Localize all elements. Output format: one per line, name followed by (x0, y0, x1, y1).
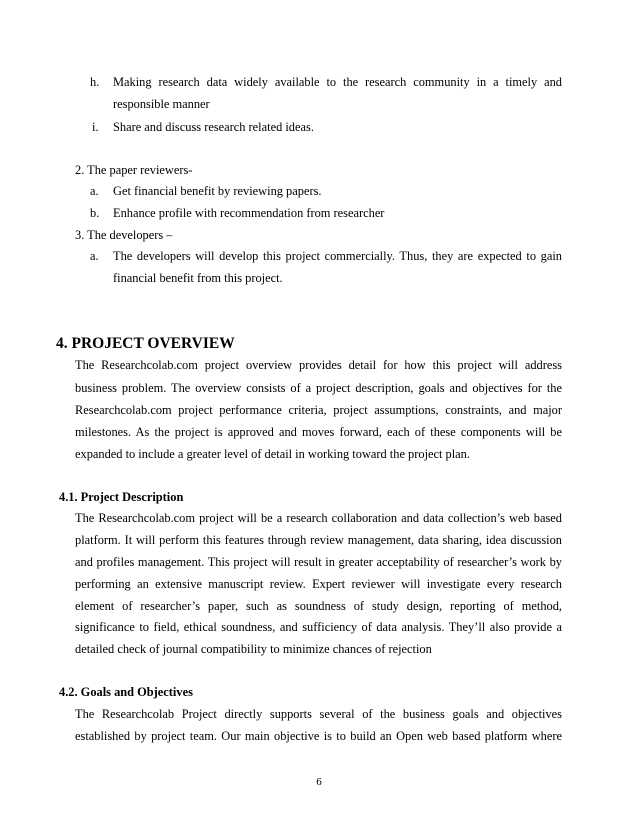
paragraph-line: milestones. As the project is approved and moves forward, each of these components will be (75, 425, 562, 439)
list-marker: a. (90, 184, 99, 198)
list-group-title: 2. The paper reviewers- (75, 163, 193, 177)
paragraph-line: established by project team. Our main objective is to build an Open web based platform where (75, 729, 562, 743)
paragraph-line: significance to field, ethical soundness, and sufficiency of data analysis. They’ll also provide a (75, 620, 562, 634)
paragraph-line: business problem. The overview consists of a project description, goals and objectives for the (75, 381, 562, 395)
list-marker: a. (90, 249, 99, 263)
list-item-text: Enhance profile with recommendation from researcher (113, 206, 385, 220)
list-group-title: 3. The developers – (75, 228, 173, 242)
paragraph-line: The Researchcolab.com project overview provides detail for how this project will address (75, 358, 562, 372)
list-item-text: Share and discuss research related ideas. (113, 120, 314, 134)
list-item-text: responsible manner (113, 97, 210, 111)
paragraph-line: and profiles management. This project will result in greater acceptability of researcher’s work by (75, 555, 562, 569)
subsection-heading: 4.1. Project Description (59, 490, 184, 504)
list-marker: i. (92, 120, 99, 134)
paragraph-line: expanded to include a greater level of detail in working toward the project plan. (75, 447, 470, 461)
paragraph-line: Researchcolab.com project performance criteria, project assumptions, constraints, and major (75, 403, 562, 417)
list-marker: b. (90, 206, 100, 220)
subsection-heading: 4.2. Goals and Objectives (59, 685, 193, 699)
page-number: 6 (316, 776, 322, 788)
paragraph-line: detailed check of journal compatibility to minimize chances of rejection (75, 642, 432, 656)
section-heading: 4. PROJECT OVERVIEW (56, 335, 235, 352)
list-item-text: Get financial benefit by reviewing papers. (113, 184, 322, 198)
paragraph-line: element of researcher’s paper, such as soundness of study design, reporting of method, (75, 599, 562, 613)
list-item-text: Making research data widely available to the research community in a timely and (113, 75, 562, 89)
paragraph-line: The Researchcolab.com project will be a research collaboration and data collection’s web based (75, 511, 562, 525)
paragraph-line: performing an extensive manuscript review. Expert reviewer will investigate every research (75, 577, 562, 591)
list-item-text: The developers will develop this project commercially. Thus, they are expected to gain (113, 249, 562, 263)
paragraph-line: The Researchcolab Project directly supports several of the business goals and objectives (75, 707, 562, 721)
paragraph-line: platform. It will perform this features through review management, data sharing, idea discussion (75, 533, 562, 547)
list-item-text: financial benefit from this project. (113, 271, 283, 285)
list-marker: h. (90, 75, 100, 89)
